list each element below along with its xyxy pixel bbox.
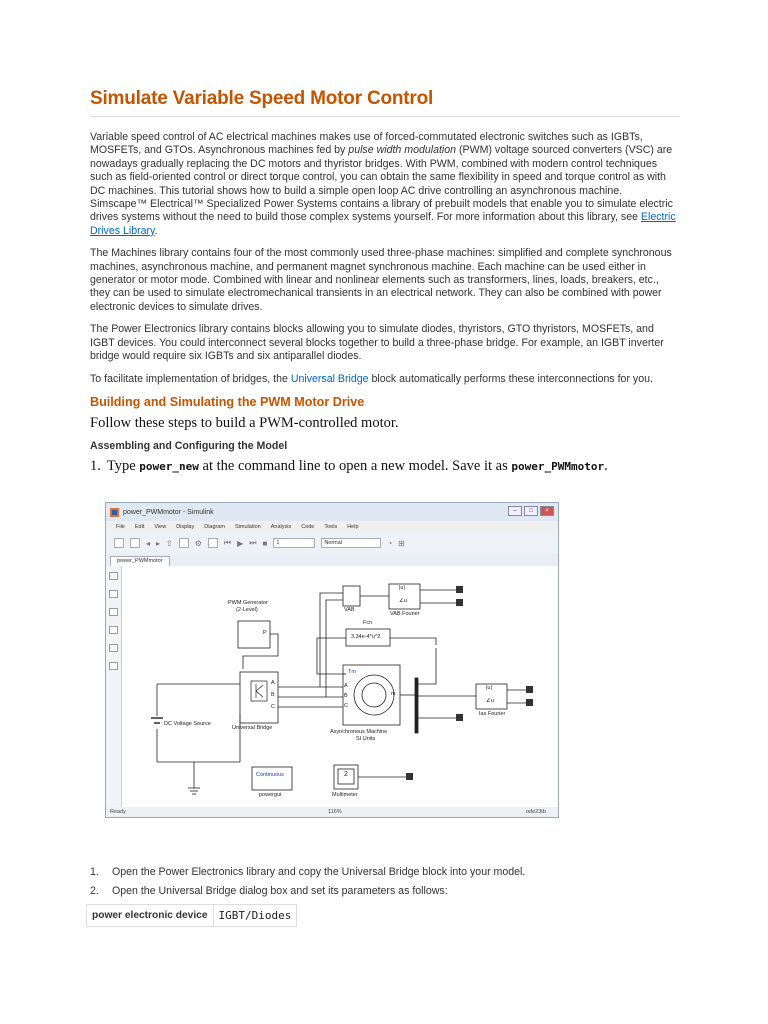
step-one-text bbox=[107, 458, 608, 475]
ias-angle-port: ∠u bbox=[486, 698, 494, 704]
power-electronics-paragraph: The Power Electronics library contains blocks allowing you to simulate diodes, thyristors, GTO thyristors, MOSFETs, and IGBT devices. You could interconnect several blocks together to build a three-phase bridge. For example, an IGBT inverter bridge would require six IGBTs and six antiparallel diodes. bbox=[90, 323, 664, 363]
step-text: Open the Power Electronics library and copy the Universal Bridge block into your model. bbox=[112, 866, 526, 878]
menu-item-simulation[interactable]: Simulation bbox=[235, 523, 261, 530]
menu-item-display[interactable]: Display bbox=[176, 523, 195, 530]
menu-item-analysis[interactable]: Analysis bbox=[270, 523, 292, 530]
close-button[interactable]: × bbox=[540, 506, 554, 516]
new-model-icon[interactable] bbox=[114, 538, 124, 548]
model-name-code: power_PWMmotor bbox=[511, 459, 605, 473]
step-number: 1. bbox=[90, 866, 99, 878]
bridge-port-b: B bbox=[271, 692, 275, 698]
intro-paragraph bbox=[90, 131, 680, 238]
step-text: Open the Universal Bridge dialog box and set its parameters as follows: bbox=[112, 885, 448, 897]
settings-gear-icon[interactable]: ⚙ bbox=[194, 538, 202, 548]
machines-paragraph: The Machines library contains four of the most commonly used three-phase machines: simplified and complete synchronous machines, asynchronous machine, and permanent magnet synchronous machine. Each machine can be used either in generator or motor mode. Combined with linear and nonlinear elements such as transformers, lines, loads, breakers, etc., they can be used to simulate electromechanical transients in an electrical network. They can also be combined with power electronic devices to simulate drives. bbox=[90, 247, 672, 313]
status-zoom: 116% bbox=[328, 809, 342, 815]
menu-item-code[interactable]: Code bbox=[301, 523, 315, 530]
tm-port: Tm bbox=[348, 669, 356, 675]
minimize-button[interactable]: – bbox=[508, 506, 522, 516]
toolbar bbox=[106, 532, 558, 554]
status-bar bbox=[106, 807, 558, 817]
step-one bbox=[90, 458, 680, 475]
simulink-app-icon bbox=[110, 508, 119, 517]
status-solver: ode23tb bbox=[526, 809, 546, 815]
forward-icon[interactable]: ▸ bbox=[156, 538, 161, 548]
bridge-port-a: A bbox=[271, 680, 275, 686]
model-canvas[interactable] bbox=[106, 566, 558, 808]
command-power-new: power_new bbox=[139, 459, 199, 473]
model-tab[interactable]: power_PWMmotor bbox=[110, 556, 170, 566]
pwm-port-p: P bbox=[263, 630, 267, 636]
vab-mag-port: |u| bbox=[399, 585, 405, 591]
menu-bar bbox=[106, 521, 558, 532]
machine-port-c: C bbox=[344, 703, 348, 709]
step-one-text-a: Type bbox=[106, 457, 140, 474]
save-icon[interactable] bbox=[130, 538, 140, 548]
step-back-icon[interactable]: ⏮ bbox=[223, 538, 232, 547]
vab-label: VAB bbox=[344, 607, 355, 613]
menu-item-tools[interactable]: Tools bbox=[324, 523, 338, 530]
fcn-expression: 3.34e-4*u^2 bbox=[351, 634, 381, 640]
machine-port-m: m bbox=[391, 691, 396, 697]
list-item bbox=[90, 885, 690, 897]
dc-voltage-source-label: DC Voltage Source bbox=[164, 721, 211, 727]
para1-italic: pulse width modulation bbox=[348, 144, 457, 157]
grid-icon[interactable]: ⊞ bbox=[398, 538, 405, 548]
powergui-block bbox=[252, 767, 292, 790]
para1-text-a: Variable speed control of AC electrical machines makes use of forced-commutated electronic switches such as IGBTs, MOSFETs, and GTOs. Asynchronous machines fed by bbox=[90, 131, 643, 157]
para4-text-a: To facilitate implementation of bridges, the bbox=[90, 372, 291, 385]
multimeter-label: Multimeter bbox=[332, 792, 358, 798]
continuous-label: Continuous bbox=[256, 772, 284, 778]
machine-port-b: B bbox=[344, 693, 348, 699]
menu-item-help[interactable]: Help bbox=[347, 523, 359, 530]
pwm-generator-subtitle: (2-Level) bbox=[236, 607, 258, 613]
bridges-paragraph bbox=[90, 373, 680, 386]
menu-item-edit[interactable]: Edit bbox=[134, 523, 145, 530]
bridge-port-c: C bbox=[271, 704, 275, 710]
para1-text-b: (PWM) voltage sourced converters (VSC) are nowadays gradually replacing the DC motors and thyristor bridges. With PWM, combined with modern control techniques such as field-oriented control or direct torque control, you can obtain the same flexibility in speed and torque control as with DC machines. This tutorial shows how to build a simple open loop AC drive controlling an asynchronous machine. Simscape™ Electrical™ Specialized Power Systems contains a library of prebuilt models that enable you to simulate electric drives systems without the need to build those complex systems yourself. For more information about this library, see bbox=[90, 144, 673, 224]
universal-bridge-link[interactable]: Universal Bridge bbox=[290, 372, 369, 385]
menu-item-file[interactable]: File bbox=[116, 523, 125, 530]
pwm-generator-title: PWM Generator bbox=[228, 600, 268, 606]
steps-list bbox=[90, 866, 690, 904]
multimeter-count: 2 bbox=[344, 771, 348, 778]
list-item bbox=[90, 866, 690, 878]
electric-drives-library-link[interactable]: Electric Drives Library bbox=[90, 211, 676, 237]
back-icon[interactable]: ◂ bbox=[146, 538, 151, 548]
step-number: 2. bbox=[90, 885, 99, 897]
step-one-number: 1. bbox=[90, 457, 101, 474]
section-heading: Building and Simulating the PWM Motor Drive bbox=[90, 394, 365, 409]
vab-fourier-label: VAB Fourier bbox=[390, 611, 420, 617]
window-title: power_PWMmotor - Simulink bbox=[123, 508, 214, 516]
parameter-table bbox=[86, 904, 297, 927]
step-one-text-b: at the command line to open a new model. Save it as bbox=[198, 457, 512, 474]
check-icon[interactable]: ◔ bbox=[387, 538, 393, 548]
block-diagram bbox=[106, 566, 558, 798]
simulation-mode-select[interactable]: Normal bbox=[321, 538, 381, 548]
param-key: power electronic device bbox=[87, 905, 214, 927]
vab-meter-block bbox=[343, 586, 360, 606]
stop-time-input[interactable]: 1 bbox=[273, 538, 315, 548]
table-row bbox=[87, 905, 297, 927]
library-browser-icon[interactable] bbox=[179, 538, 189, 548]
window-controls bbox=[508, 506, 554, 516]
status-ready: Ready bbox=[110, 809, 126, 815]
run-icon[interactable]: ▶ bbox=[237, 538, 244, 548]
ias-mag-port: |u| bbox=[486, 685, 492, 691]
article bbox=[90, 88, 680, 475]
machine-port-a: A bbox=[344, 683, 348, 689]
machine-label: Asynchronous Machine bbox=[330, 729, 388, 735]
step-forward-icon[interactable]: ⏭ bbox=[249, 538, 257, 547]
model-tabstrip bbox=[106, 554, 558, 566]
model-explorer-icon[interactable] bbox=[208, 538, 218, 548]
para1-text-c: . bbox=[154, 224, 158, 237]
menu-item-view[interactable]: View bbox=[154, 523, 167, 530]
step-one-text-c: . bbox=[604, 457, 608, 474]
follow-steps-line: Follow these steps to build a PWM-controlled motor. bbox=[90, 414, 399, 431]
machine-units-label: SI Units bbox=[356, 736, 376, 742]
universal-bridge-label: Universal Bridge bbox=[232, 725, 273, 731]
simulink-window bbox=[105, 502, 559, 818]
stop-icon[interactable]: ■ bbox=[262, 538, 268, 548]
menu-item-diagram[interactable]: Diagram bbox=[204, 523, 226, 530]
fcn-label: Fcn bbox=[363, 620, 373, 626]
vab-angle-port: ∠u bbox=[399, 598, 407, 604]
page-title: Simulate Variable Speed Motor Control bbox=[90, 88, 680, 117]
up-icon[interactable]: ⇧ bbox=[166, 538, 173, 548]
param-value: IGBT/Diodes bbox=[213, 905, 297, 927]
para4-text-b: block automatically performs these interconnections for you. bbox=[368, 372, 653, 385]
powergui-label: powergui bbox=[259, 792, 282, 798]
window-titlebar bbox=[106, 503, 558, 521]
sub-heading: Assembling and Configuring the Model bbox=[90, 439, 288, 452]
ias-fourier-label: Ias Fourier bbox=[479, 711, 506, 717]
maximize-button[interactable]: □ bbox=[524, 506, 538, 516]
